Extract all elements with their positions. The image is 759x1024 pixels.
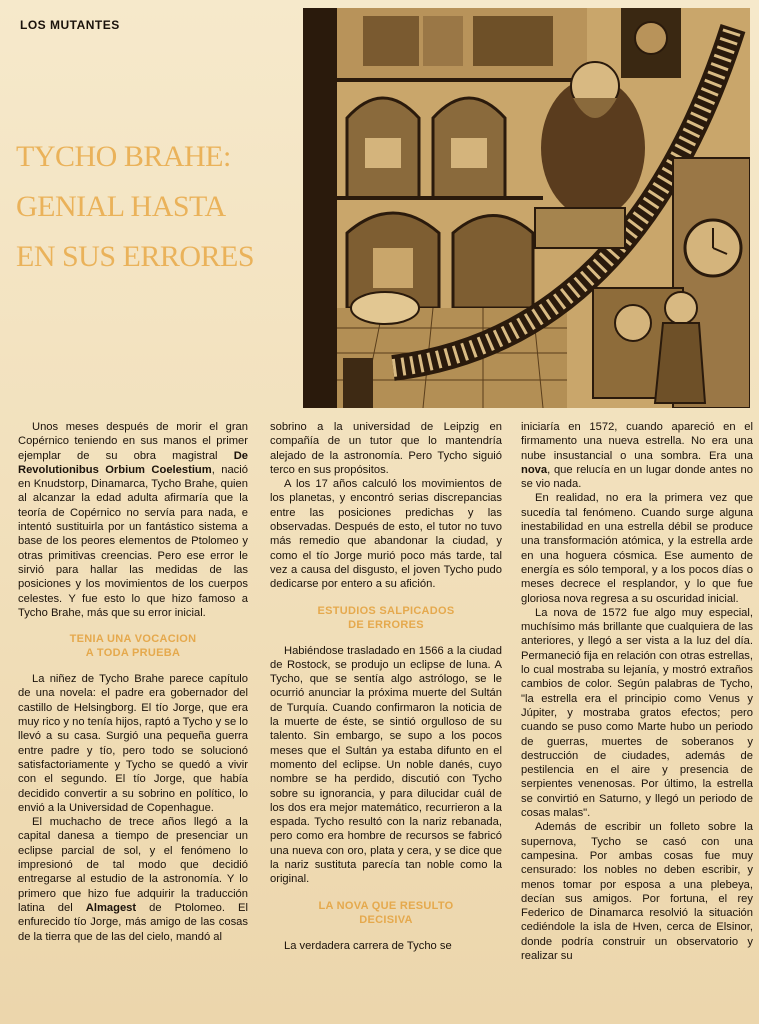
paragraph: En realidad, no era la primera vez que sucedía tal fenómeno. Cuando surge alguna inestabilidad en una estrella débil se produce una transformación atómica, y la estrella arde en una hoguera cósmica. Ese aumento de energía es sólo temporal, y a los pocos días o meses decrece el resplandor, y lo que fue gloriosa nova regresa a su oscuridad inicial. bbox=[521, 492, 753, 605]
nova-bold: nova bbox=[521, 463, 548, 476]
paragraph: Además de escribir un folleto sobre la supernova, Tycho se casó con una campesina. Por ambas cosas fue muy censurado: los nobles no deben escribir, y menos tomar por esposa a una plebeya, decían sus amigos. Por fortuna, el rey Federico de Dinamarca resolvió la situación cediéndole la isla de Hven, cerca de Elsinor, donde podría construir un observatorio y realizar su bbox=[521, 821, 753, 962]
paragraph: iniciaría en 1572, cuando apareció en el firmamento una nueva estrella. No era una nube insustancial o una sombra. Era una nova, que relucía en un lugar donde antes no se vio nada. bbox=[521, 421, 753, 491]
paragraph: Unos meses después de morir el gran Copérnico teniendo en sus manos el primer ejemplar de su obra magistral De Revolutionibus Orbium Coelestium, nació en Knudstorp, Dinamarca, Tycho Brahe, quien al alcanzar la edad adulta afirmaría que la teoría de Copérnico no servía para nada, e intentó sustituirla por un fantástico sistema a base de los peores elementos de Ptolomeo y otras primitivas creencias. Pero ese error le sirvió para hallar las medidas de las posiciones y los movimientos de los cuerpos celestes. Y fue esto lo que hizo famoso a Tycho Brahe, más que su error inicial. bbox=[18, 421, 248, 619]
article-column-1 bbox=[18, 420, 248, 944]
article-column-2 bbox=[270, 420, 502, 953]
article-column-3 bbox=[521, 420, 753, 963]
subheading: TENIA UNA VOCACION A TODA PRUEBA bbox=[69, 633, 197, 660]
headline-line-1: TYCHO BRAHE: bbox=[16, 140, 231, 173]
article-headline bbox=[16, 132, 296, 282]
paragraph: A los 17 años calculó los movimientos de los planetas, y encontró serias discrepancias entre las posiciones predichas y las observadas. Después de esto, el tutor no tuvo más remedio que abandonar la ciudad, y como el tío Jorge murió poco más tarde, tal vez a causa del disgusto, el joven Tycho pudo dedicarse por entero a su afición. bbox=[270, 478, 502, 591]
paragraph: sobrino a la universidad de Leipzig en compañía de un tutor que lo mantendría alejado de la astronomía. Pero Tycho siguió terco en sus propósitos. bbox=[270, 421, 502, 476]
engraving-svg bbox=[303, 8, 750, 408]
book-title-bold: Almagest bbox=[85, 901, 137, 914]
headline-line-2: GENIAL HASTA bbox=[16, 190, 226, 223]
paragraph: La niñez de Tycho Brahe parece capítulo de una novela: el padre era gobernador del castillo de Helsingborg. El tío Jorge, que era muy rico y no tenía hijos, raptó a Tycho y se lo llevó a su casa. Surgió una pequeña guerra entre padre y tío, pero todo se solucionó satisfactoriamente y Tycho se quedó a vivir con el segundo. El tío Jorge, que había decidido convertir a su sobrino en político, lo envió a la Universidad de Copenhague. bbox=[18, 673, 248, 814]
section-label: LOS MUTANTES bbox=[20, 18, 120, 32]
paragraph: El muchacho de trece años llegó a la capital danesa a tiempo de presenciar un eclipse parcial de sol, y el fenómeno lo impresionó de tal modo que decidió entregarse al estudio de la astronomía. Y lo primero que hizo fue adquirir la traducción latina del Almagest de Ptolomeo. El enfurecido tío Jorge, más amigo de las cosas de la tierra que de las del cielo, mandó al bbox=[18, 816, 248, 943]
paragraph: Habiéndose trasladado en 1566 a la ciudad de Rostock, se produjo un eclipse de luna. A Tycho, que se sentía algo astrólogo, se le ocurrió anunciar la próxima muerte del Sultán de Turquía. Cuando confirmaron la noticia de la muerte de éste, se sintió orgulloso de su talento. Sin embargo, se supo a los pocos meses que el Sultán ya estaba difunto en el momento del eclipse. Un noble danés, cuyo nombre se ha perdido, discutió con Tycho sobre su ignorancia, y para dilucidar cuál de los dos era mejor matemático, recurrieron a la espada. Tycho resultó con la nariz rebanada, pero como era hombre de recursos se fabricó una nueva con oro, plata y cera, y se dice que la nariz sustituta parecía tan noble como la original. bbox=[270, 644, 502, 886]
paragraph: La verdadera carrera de Tycho se bbox=[284, 939, 452, 952]
paragraph: La nova de 1572 fue algo muy especial, muchísimo más brillante que cualquiera de las anteriores, y llegó a ser vista a la luz del día. Permaneció fija en relación con otras estrellas, lo cual mostraba su lejanía, y mostró extraños cambios de color. Según palabras de Tycho, "la estrella era el principio como Venus y Júpiter, y mostraba gratos efectos; pero cuando se puso como Marte hubo un periodo de guerras, muertes de soberanos y destrucción de ciudades, además de pestilencia en el aire y presencia de serpientes venenosas. Por último, la estrella se convirtió en Saturno, y llegó un periodo de cosas malas". bbox=[521, 606, 753, 820]
subheading: LA NOVA QUE RESULTO DECISIVA bbox=[318, 899, 454, 926]
book-title-bold: De Revolutionibus Orbium Coelestium bbox=[18, 449, 248, 476]
headline-line-3: EN SUS ERRORES bbox=[16, 240, 255, 273]
astronomer-engraving-illustration bbox=[303, 8, 750, 408]
subheading: ESTUDIOS SALPICADOS DE ERRORES bbox=[317, 604, 455, 631]
